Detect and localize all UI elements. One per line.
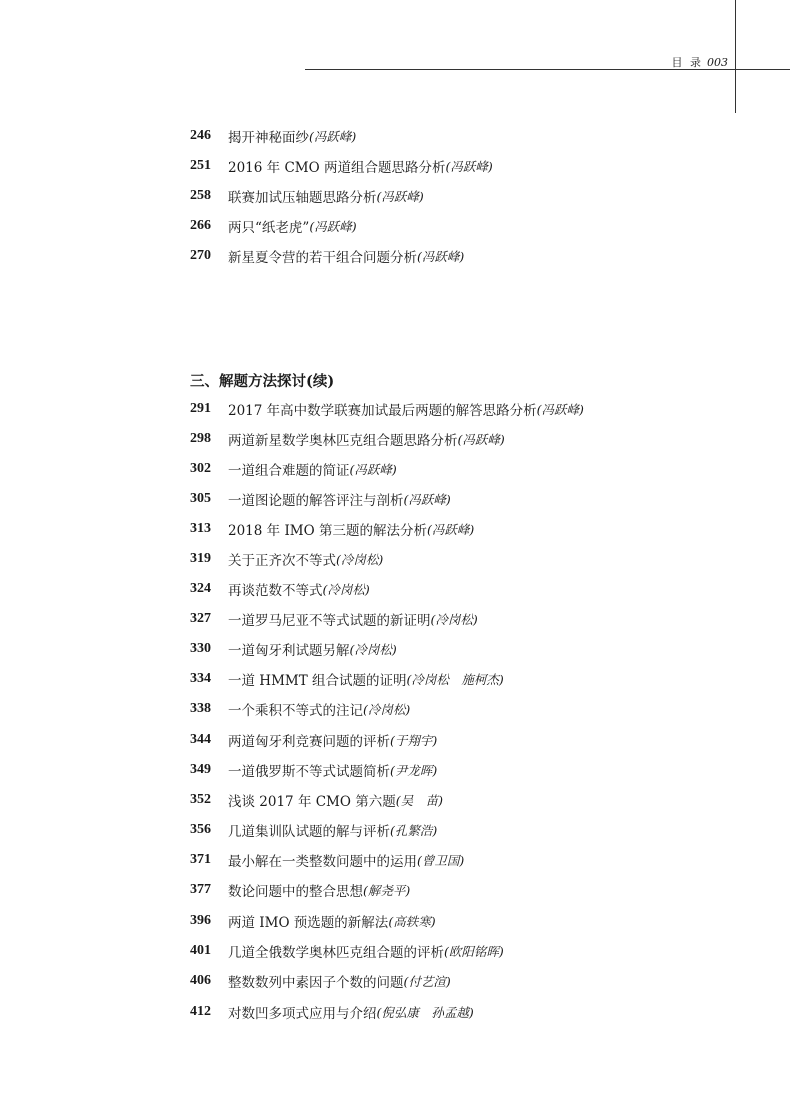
toc-entry[interactable]	[190, 549, 750, 569]
entry-page-number: 356	[190, 822, 211, 837]
entry-page-number: 330	[190, 641, 211, 656]
toc-entry[interactable]	[190, 186, 750, 206]
entry-author: (冷岗松)	[336, 552, 384, 567]
entry-title: 新星夏令营的若干组合问题分析	[228, 250, 417, 266]
toc-entry[interactable]	[190, 880, 750, 900]
toc-entry[interactable]	[190, 790, 750, 810]
entry-title: 关于正齐次不等式	[228, 553, 336, 569]
entry-title: 一道组合难题的简证	[228, 463, 350, 479]
toc-entry[interactable]	[190, 941, 750, 961]
toc-entry[interactable]	[190, 850, 750, 870]
running-header	[672, 54, 729, 70]
entry-author: (解尧平)	[363, 883, 411, 898]
entry-author: (冯跃峰)	[536, 402, 584, 417]
entry-author: (冯跃峰)	[309, 219, 357, 234]
entry-page-number: 412	[190, 1004, 211, 1019]
entry-title: 两道新星数学奥林匹克组合题思路分析	[228, 433, 458, 449]
entry-page-number: 305	[190, 491, 211, 506]
entry-author: (冯跃峰)	[417, 249, 465, 264]
entry-title: 2018 年 IMO 第三题的解法分析	[228, 523, 427, 539]
entry-page-number: 338	[190, 701, 211, 716]
entry-author: (冯跃峰)	[309, 129, 357, 144]
entry-title: 最小解在一类整数问题中的运用	[228, 854, 417, 870]
entry-title: 揭开神秘面纱	[228, 130, 309, 146]
entry-page-number: 324	[190, 581, 211, 596]
toc-entry[interactable]	[190, 399, 750, 419]
entry-title: 整数数列中素因子个数的问题	[228, 975, 404, 991]
entry-title: 2017 年高中数学联赛加试最后两题的解答思路分析	[228, 403, 537, 419]
entry-page-number: 377	[190, 882, 211, 897]
entry-title: 对数凹多项式应用与介绍	[228, 1006, 377, 1022]
entry-author: (高轶寒)	[388, 914, 436, 929]
header-page-number: 003	[707, 56, 728, 69]
entry-author: (冷岗松)	[322, 582, 370, 597]
toc-entry[interactable]	[190, 519, 750, 539]
entry-page-number: 371	[190, 852, 211, 867]
entry-title: 几道全俄数学奥林匹克组合题的评析	[228, 945, 444, 961]
entry-title: 联赛加试压轴题思路分析	[228, 190, 377, 206]
entry-title: 一道图论题的解答评注与剖析	[228, 493, 404, 509]
entry-page-number: 352	[190, 792, 211, 807]
entry-page-number: 349	[190, 762, 211, 777]
entry-author: (冯跃峰)	[403, 492, 451, 507]
entry-author: (冷岗松)	[430, 612, 478, 627]
toc-entry[interactable]	[190, 216, 750, 236]
entry-page-number: 344	[190, 732, 211, 747]
entry-title: 一道 HMMT 组合试题的证明	[228, 673, 407, 689]
entry-author: (冯跃峰)	[445, 159, 493, 174]
header-rule-vertical	[735, 0, 736, 113]
entry-page-number: 406	[190, 973, 211, 988]
entry-page-number: 298	[190, 431, 211, 446]
entry-title: 一道罗马尼亚不等式试题的新证明	[228, 613, 431, 629]
entry-page-number: 266	[190, 218, 211, 233]
toc-entry[interactable]	[190, 639, 750, 659]
entry-page-number: 313	[190, 521, 211, 536]
toc-entry[interactable]	[190, 911, 750, 931]
toc-entry[interactable]	[190, 730, 750, 750]
toc-entry[interactable]	[190, 579, 750, 599]
toc-entry[interactable]	[190, 820, 750, 840]
entry-page-number: 302	[190, 461, 211, 476]
toc-entry[interactable]	[190, 246, 750, 266]
entry-title: 一道匈牙利试题另解	[228, 643, 350, 659]
entry-page-number: 258	[190, 188, 211, 203]
toc-entry[interactable]	[190, 609, 750, 629]
toc-entry[interactable]	[190, 1002, 750, 1022]
entry-author: (欧阳铭晖)	[444, 944, 504, 959]
entry-author: (冯跃峰)	[457, 432, 505, 447]
entry-title: 几道集训队试题的解与评析	[228, 824, 390, 840]
entry-page-number: 319	[190, 551, 211, 566]
entry-title: 一个乘积不等式的注记	[228, 703, 363, 719]
entry-page-number: 327	[190, 611, 211, 626]
section-heading: 三、解题方法探讨(续)	[190, 373, 335, 390]
toc-entry[interactable]	[190, 126, 750, 146]
entry-author: (尹龙晖)	[390, 763, 438, 778]
entry-author: (冷岗松)	[363, 702, 411, 717]
entry-page-number: 291	[190, 401, 211, 416]
entry-page-number: 246	[190, 128, 211, 143]
entry-author: (冯跃峰)	[376, 189, 424, 204]
entry-author: (孔繁浩)	[390, 823, 438, 838]
toc-entry[interactable]	[190, 429, 750, 449]
toc-entry[interactable]	[190, 971, 750, 991]
toc-entry[interactable]	[190, 699, 750, 719]
entry-page-number: 396	[190, 913, 211, 928]
entry-author: (冯跃峰)	[349, 462, 397, 477]
entry-title: 2016 年 CMO 两道组合题思路分析	[228, 160, 446, 176]
toc-entry[interactable]	[190, 669, 750, 689]
entry-page-number: 334	[190, 671, 211, 686]
toc-entry[interactable]	[190, 489, 750, 509]
toc-entry[interactable]	[190, 459, 750, 479]
entry-author: (付艺渲)	[403, 974, 451, 989]
entry-author: (冷岗松)	[349, 642, 397, 657]
entry-title: 数论问题中的整合思想	[228, 884, 363, 900]
entry-author: (倪弘康 孙孟越)	[376, 1005, 474, 1020]
entry-author: (冯跃峰)	[426, 522, 475, 537]
entry-title: 一道俄罗斯不等式试题简析	[228, 764, 390, 780]
entry-title: 两道匈牙利竞赛问题的评析	[228, 734, 390, 750]
entry-page-number: 251	[190, 158, 211, 173]
entry-title: 浅谈 2017 年 CMO 第六题	[228, 794, 396, 810]
entry-author: (于翔宇)	[390, 733, 438, 748]
toc-entry[interactable]	[190, 156, 750, 176]
entry-title: 两只“纸老虎”	[228, 220, 310, 236]
toc-entry[interactable]	[190, 760, 750, 780]
entry-author: (曾卫国)	[417, 853, 465, 868]
entry-author: (冷岗松 施柯杰)	[406, 672, 504, 687]
entry-title: 两道 IMO 预选题的新解法	[228, 915, 389, 931]
entry-author: (吴 苗)	[395, 793, 444, 808]
entry-title: 再谈范数不等式	[228, 583, 323, 599]
entry-page-number: 270	[190, 248, 211, 263]
entry-page-number: 401	[190, 943, 211, 958]
header-label: 目 录	[671, 56, 703, 69]
